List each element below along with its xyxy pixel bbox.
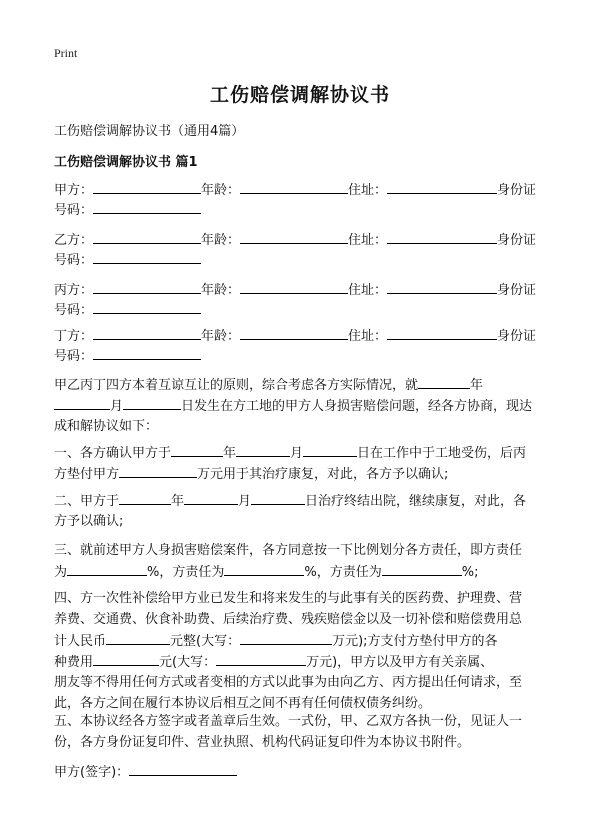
clause-text: 四、方一次性补偿给甲方业已发生和将来发生的与此事有关的医药费、护理费、营 (54, 591, 523, 606)
blank (224, 561, 304, 576)
blank (93, 651, 159, 666)
document-subtitle: 工伤赔偿调解协议书（通用4篇） (54, 124, 245, 139)
party-label: 乙方： (54, 233, 94, 248)
blank (240, 630, 332, 645)
address-blank (387, 229, 497, 244)
blank (54, 395, 110, 410)
clause-text: 日在工作中于工地受伤，后丙 (357, 446, 527, 461)
clause-text: 月 (238, 494, 252, 509)
blank (119, 490, 171, 505)
id-label: 身份证 (497, 233, 537, 248)
party-name-blank (93, 325, 201, 340)
blank (119, 463, 197, 478)
clause-text: 计人民币 (54, 634, 107, 649)
intro-text: 年 (470, 378, 484, 393)
clause-2 (54, 490, 550, 532)
id-label-cont: 号码： (54, 303, 94, 318)
age-label: 年龄： (201, 283, 241, 298)
party-label: 丙方： (54, 283, 94, 298)
print-link[interactable]: Print (54, 46, 78, 60)
year-blank (418, 374, 470, 389)
blank (123, 395, 181, 410)
clause-text: 二、甲方于 (54, 494, 120, 509)
age-blank (240, 229, 348, 244)
address-blank (387, 279, 497, 294)
address-label: 住址： (348, 329, 388, 344)
clause-text: 元(大写： (159, 655, 217, 670)
clause-text: 为 (54, 565, 68, 580)
clause-text: 月 (290, 446, 304, 461)
signature-blank (129, 761, 237, 776)
party-row-yi (54, 229, 554, 269)
id-label: 身份证 (497, 329, 537, 344)
clause-text: %; (461, 565, 479, 580)
intro-text: 日发生在方工地的甲方人身损害赔偿问题，经各方协商，现达 (181, 399, 533, 414)
age-blank (240, 279, 348, 294)
intro-text: 月 (110, 399, 124, 414)
address-label: 住址： (348, 183, 388, 198)
clause-5 (54, 711, 550, 753)
clause-text: 年 (171, 494, 185, 509)
party-name-blank (93, 279, 201, 294)
clause-text: 元整(大写： (170, 634, 241, 649)
blank (251, 490, 305, 505)
blank (236, 442, 290, 457)
age-label: 年龄： (201, 233, 241, 248)
id-number-blank (93, 199, 201, 214)
clause-text: 三、就前述甲方人身损害赔偿案件，各方同意按一下比例划分各方责任，即方责任 (54, 543, 523, 558)
clause-text: 五、本协议经各方签字或者盖章后生效。一式份，甲、乙双方各执一份，见证人一 (54, 714, 523, 729)
id-label-cont: 号码： (54, 203, 94, 218)
id-number-blank (93, 299, 201, 314)
clause-4 (54, 588, 550, 714)
section-heading: 工伤赔偿调解协议书 篇1 (54, 155, 198, 170)
blank (184, 490, 238, 505)
clause-text: 万元)，甲方以及甲方有关亲属、 (306, 655, 494, 670)
address-blank (387, 179, 497, 194)
party-name-blank (93, 229, 201, 244)
address-label: 住址： (348, 283, 388, 298)
blank (171, 442, 223, 457)
clause-text: 一、各方确认甲方于 (54, 446, 172, 461)
document-title: 工伤赔偿调解协议书 (209, 84, 390, 106)
age-blank (240, 325, 348, 340)
clause-1 (54, 442, 550, 484)
party-label: 甲方： (54, 183, 94, 198)
blank (303, 442, 357, 457)
clause-text: 方垫付甲方 (54, 467, 120, 482)
clause-text: %，方责任为 (147, 565, 225, 580)
clause-text: 种费用 (54, 655, 94, 670)
clause-text: 年 (223, 446, 237, 461)
id-number-blank (93, 345, 201, 360)
age-label: 年龄： (201, 329, 241, 344)
clause-text: 份，各方身份证复印件、营业执照、机构代码证复印件为本协议书附件。 (54, 735, 471, 750)
clause-3 (54, 540, 550, 582)
id-label-cont: 号码： (54, 253, 94, 268)
address-blank (387, 325, 497, 340)
signature-row (54, 761, 237, 780)
clause-text: 万元用于其治疗康复，对此，各方予以确认; (197, 467, 449, 482)
blank (216, 651, 306, 666)
clause-text: 日治疗终结出院，继续康复，对此，各 (305, 494, 527, 509)
party-row-ding (54, 325, 554, 365)
party-row-bing (54, 279, 554, 319)
age-label: 年龄： (201, 183, 241, 198)
intro-text: 成和解协议如下： (54, 419, 159, 434)
clause-text: 朋友等不得用任何方式或者变相的方式以此事为由向乙方、丙方提出任何请求，至 (54, 675, 523, 690)
id-label: 身份证 (497, 283, 537, 298)
party-row-jia (54, 179, 554, 219)
clause-text: 此，各方之间在履行本协议后相互之间不再有任何债权债务纠纷。 (54, 696, 432, 711)
signature-label: 甲方(签字)： (54, 765, 130, 780)
party-label: 丁方： (54, 329, 94, 344)
clause-text: %，方责任为 (304, 565, 382, 580)
blank (67, 561, 147, 576)
address-label: 住址： (348, 233, 388, 248)
blank (382, 561, 462, 576)
blank (106, 630, 170, 645)
party-name-blank (93, 179, 201, 194)
clause-text: 方予以确认; (54, 514, 124, 529)
clause-text: 万元);方支付方垫付甲方的各 (332, 634, 498, 649)
id-number-blank (93, 249, 201, 264)
id-label-cont: 号码： (54, 349, 94, 364)
age-blank (240, 179, 348, 194)
clause-text: 养费、交通费、伙食补助费、后续治疗费、残疾赔偿金以及一切补偿和赔偿费用总 (54, 612, 523, 627)
intro-paragraph (54, 374, 550, 437)
intro-text: 甲乙丙丁四方本着互谅互让的原则，综合考虑各方实际情况，就 (54, 378, 419, 393)
id-label: 身份证 (497, 183, 537, 198)
